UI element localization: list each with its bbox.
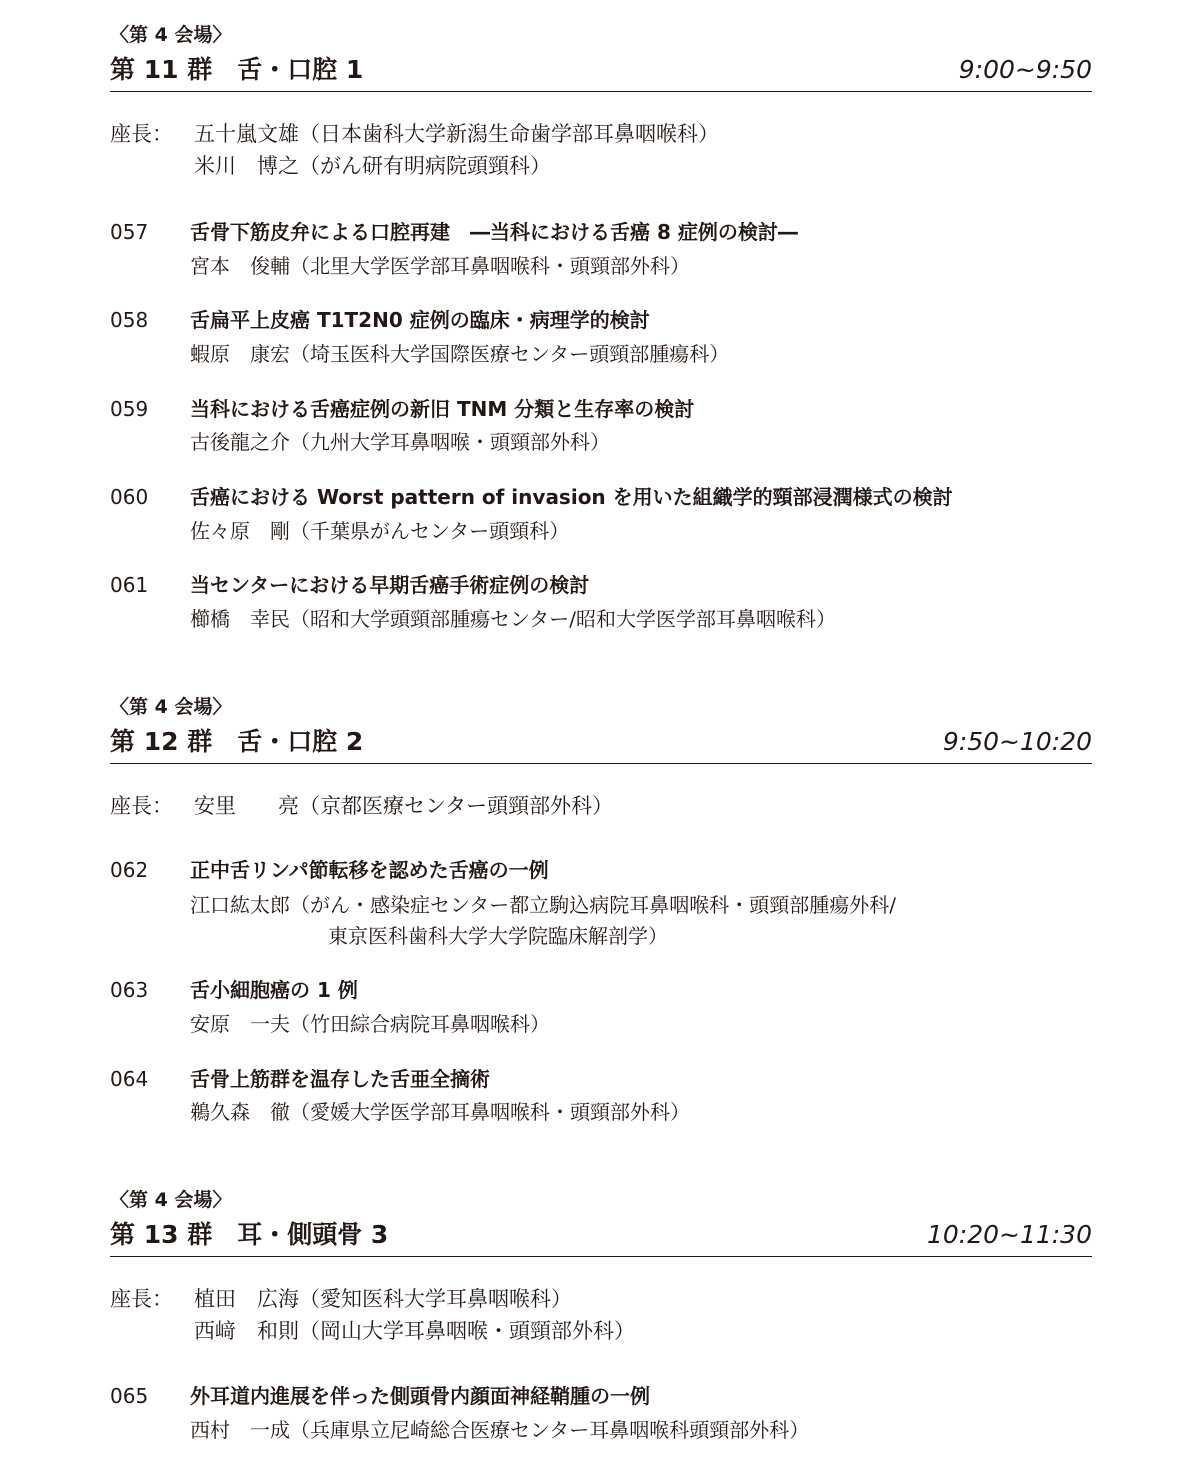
paper-author: 鵜久森 徹（愛媛大学医学部耳鼻咽喉科・頭頸部外科） <box>190 1100 690 1124</box>
chair-label: 座長： <box>110 122 173 146</box>
chair-name: 西﨑 和則（岡山大学耳鼻咽喉・頭頸部外科） <box>194 1319 635 1343</box>
paper-title: 当センターにおける早期舌癌手術症例の検討 <box>190 573 590 597</box>
paper-number: 065 <box>110 1384 149 1408</box>
paper-author: 蝦原 康宏（埼玉医科大学国際医療センター頭頸部腫瘍科） <box>190 342 730 366</box>
paper-author: 櫛橋 幸民（昭和大学頭頸部腫瘍センター/昭和大学医学部耳鼻咽喉科） <box>190 607 836 631</box>
paper-number: 063 <box>110 978 149 1002</box>
chair-label: 座長： <box>110 1287 173 1311</box>
paper-title: 舌小細胞癌の 1 例 <box>190 978 358 1002</box>
chair-name: 安里 亮（京都医療センター頭頸部外科） <box>194 794 614 818</box>
venue-label: 〈第 4 会場〉 <box>110 696 232 718</box>
paper-author-continued: 東京医科歯科大学大学院臨床解剖学） <box>328 924 668 948</box>
session-title: 第 13 群 耳・側頭骨 3 <box>110 1220 389 1249</box>
chair-name: 米川 博之（がん研有明病院頭頸科） <box>194 154 551 178</box>
session-time: 9:00~9:50 <box>958 55 1092 84</box>
session-time: 10:20~11:30 <box>926 1220 1092 1249</box>
paper-title: 舌癌における Worst pattern of invasion を用いた組織学的頸部浸潤様式の検討 <box>190 485 953 509</box>
session-title: 第 11 群 舌・口腔 1 <box>110 55 364 84</box>
session-header <box>110 1216 1092 1257</box>
paper-title: 舌扁平上皮癌 T1T2N0 症例の臨床・病理学的検討 <box>190 308 650 332</box>
paper-title: 当科における舌癌症例の新旧 TNM 分類と生存率の検討 <box>190 397 695 421</box>
chair-label: 座長： <box>110 794 173 818</box>
session-header <box>110 51 1092 92</box>
paper-number: 064 <box>110 1067 149 1091</box>
paper-author: 安原 一夫（竹田綜合病院耳鼻咽喉科） <box>190 1012 550 1036</box>
venue-label: 〈第 4 会場〉 <box>110 1189 232 1211</box>
paper-author: 西村 一成（兵庫県立尼崎総合医療センター耳鼻咽喉科頭頸部外科） <box>190 1418 810 1442</box>
paper-number: 061 <box>110 573 149 597</box>
paper-title: 外耳道内進展を伴った側頭骨内顔面神経鞘腫の一例 <box>190 1384 650 1408</box>
session-title: 第 12 群 舌・口腔 2 <box>110 727 364 756</box>
chair-name: 植田 広海（愛知医科大学耳鼻咽喉科） <box>194 1287 572 1311</box>
paper-author: 古後龍之介（九州大学耳鼻咽喉・頭頸部外科） <box>190 430 610 454</box>
venue-label: 〈第 4 会場〉 <box>110 24 232 46</box>
chair-name: 五十嵐文雄（日本歯科大学新潟生命歯学部耳鼻咽喉科） <box>194 122 719 146</box>
paper-number: 058 <box>110 308 149 332</box>
paper-number: 060 <box>110 485 149 509</box>
paper-author: 宮本 俊輔（北里大学医学部耳鼻咽喉科・頭頸部外科） <box>190 254 690 278</box>
paper-title: 舌骨上筋群を温存した舌亜全摘術 <box>190 1067 490 1091</box>
paper-number: 062 <box>110 858 149 882</box>
paper-number: 059 <box>110 397 149 421</box>
paper-author: 佐々原 剛（千葉県がんセンター頭頸科） <box>190 519 570 543</box>
session-time: 9:50~10:20 <box>942 727 1092 756</box>
paper-author: 江口紘太郎（がん・感染症センター都立駒込病院耳鼻咽喉科・頭頸部腫瘍外科/ <box>190 893 896 917</box>
paper-title: 舌骨下筋皮弁による口腔再建 ―当科における舌癌 8 症例の検討― <box>190 220 798 244</box>
session-header <box>110 723 1092 764</box>
paper-title: 正中舌リンパ節転移を認めた舌癌の一例 <box>190 858 549 882</box>
paper-number: 057 <box>110 220 149 244</box>
